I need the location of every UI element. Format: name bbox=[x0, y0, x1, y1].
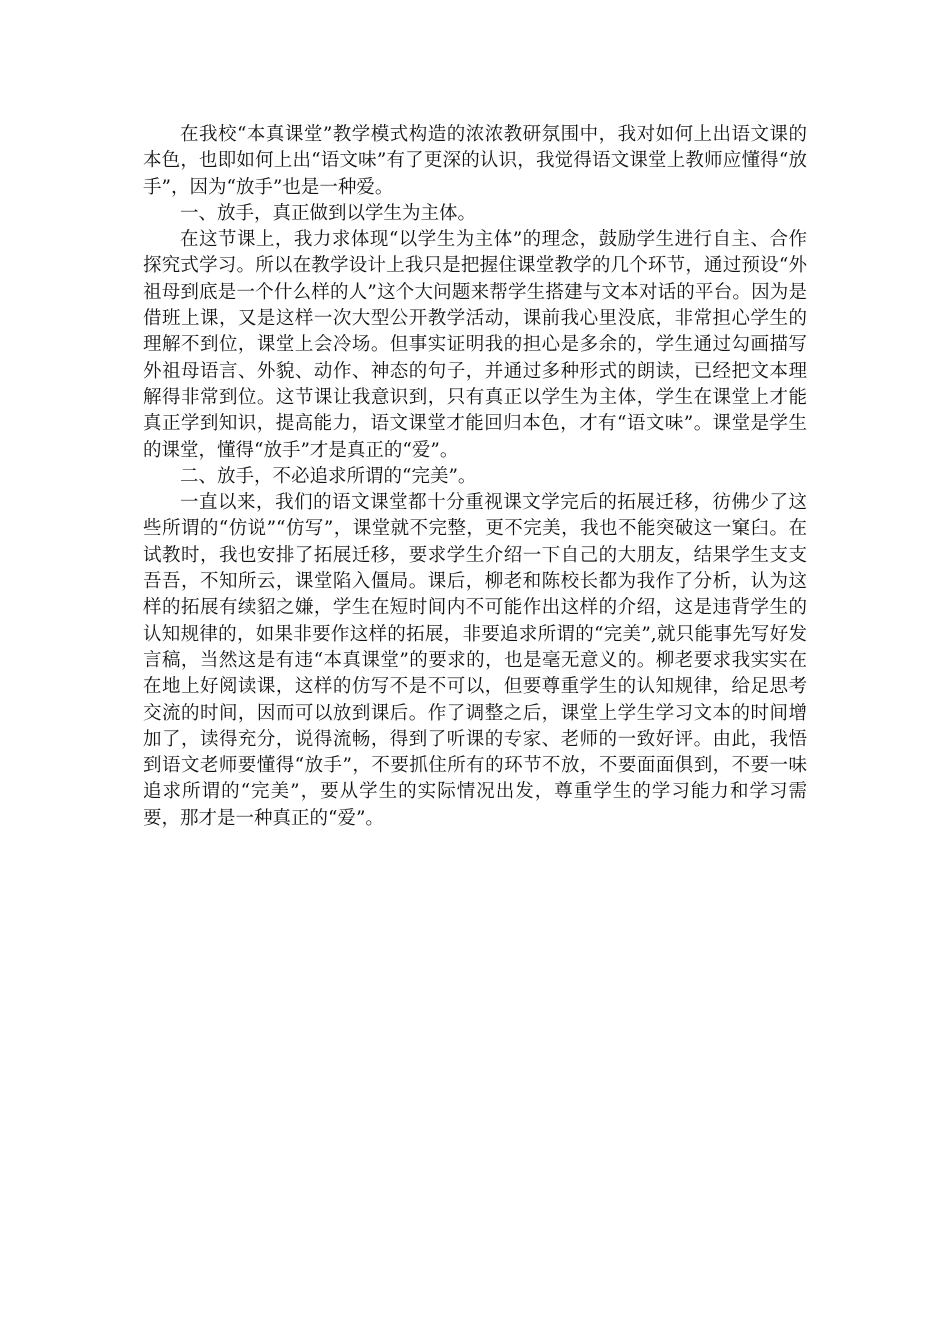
intro-paragraph: 在我校“本真课堂”教学模式构造的浓浓教研氛围中，我对如何上出语文课的本色，也即如何上出“语文味”有了更深的认识，我觉得语文课堂上教师应懂得“放手”，因为“放手”也是一种爱。 bbox=[143, 124, 807, 198]
section-heading-1: 一、放手，真正做到以学生为主体。 bbox=[180, 202, 477, 224]
section-1-paragraph: 在这节课上，我力求体现“以学生为主体”的理念，鼓励学生进行自主、合作探究式学习。所以在教学设计上我只是把握住课堂教学的几个环节，通过预设“外祖母到底是一个什么样的人”这个大问题来帮学生搭建与文本对话的平台。因为是借班上课，又是这样一次大型公开教学活动，课前我心里没底，非常担心学生的理解不到位，课堂上会冷场。但事实证明我的担心是多余的，学生通过勾画描写外祖母语言、外貌、动作、神态的句子，并通过多种形式的朗读，已经把文本理解得非常到位。这节课让我意识到，只有真正以学生为主体，学生在课堂上才能真正学到知识，提高能力，语文课堂才能回归本色，才有“语文味”。课堂是学生的课堂，懂得“放手”才是真正的“爱”。 bbox=[143, 229, 807, 461]
section-2-paragraph: 一直以来，我们的语文课堂都十分重视课文学完后的拓展迁移，彷佛少了这些所谓的“仿说”“仿写”，课堂就不完整，更不完美，我也不能突破这一窠臼。在试教时，我也安排了拓展迁移，要求学生介绍一下自己的大朋友，结果学生支支吾吾，不知所云，课堂陷入僵局。课后，柳老和陈校长都为我作了分析，认为这样的拓展有续貂之嫌，学生在短时间内不可能作出这样的介绍，这是违背学生的认知规律的，如果非要作这样的拓展，非要追求所谓的“完美”,就只能事先写好发言稿，当然这是有违“本真课堂”的要求的，也是毫无意义的。柳老要求我实实在在地上好阅读课，这样的仿写不是不可以，但要尊重学生的认知规律，给足思考交流的时间，因而可以放到课后。作了调整之后，课堂上学生学习文本的时间增加了，读得充分，说得流畅，得到了听课的专家、老师的一致好评。由此，我悟到语文老师要懂得“放手”，不要抓住所有的环节不放，不要面面俱到，不要一味追求所谓的“完美”，要从学生的实际情况出发，尊重学生的学习能力和学习需要，那才是一种真正的“爱”。 bbox=[143, 492, 807, 829]
section-heading-2: 二、放手，不必追求所谓的“完美”。 bbox=[180, 465, 477, 487]
document-body bbox=[143, 122, 807, 832]
